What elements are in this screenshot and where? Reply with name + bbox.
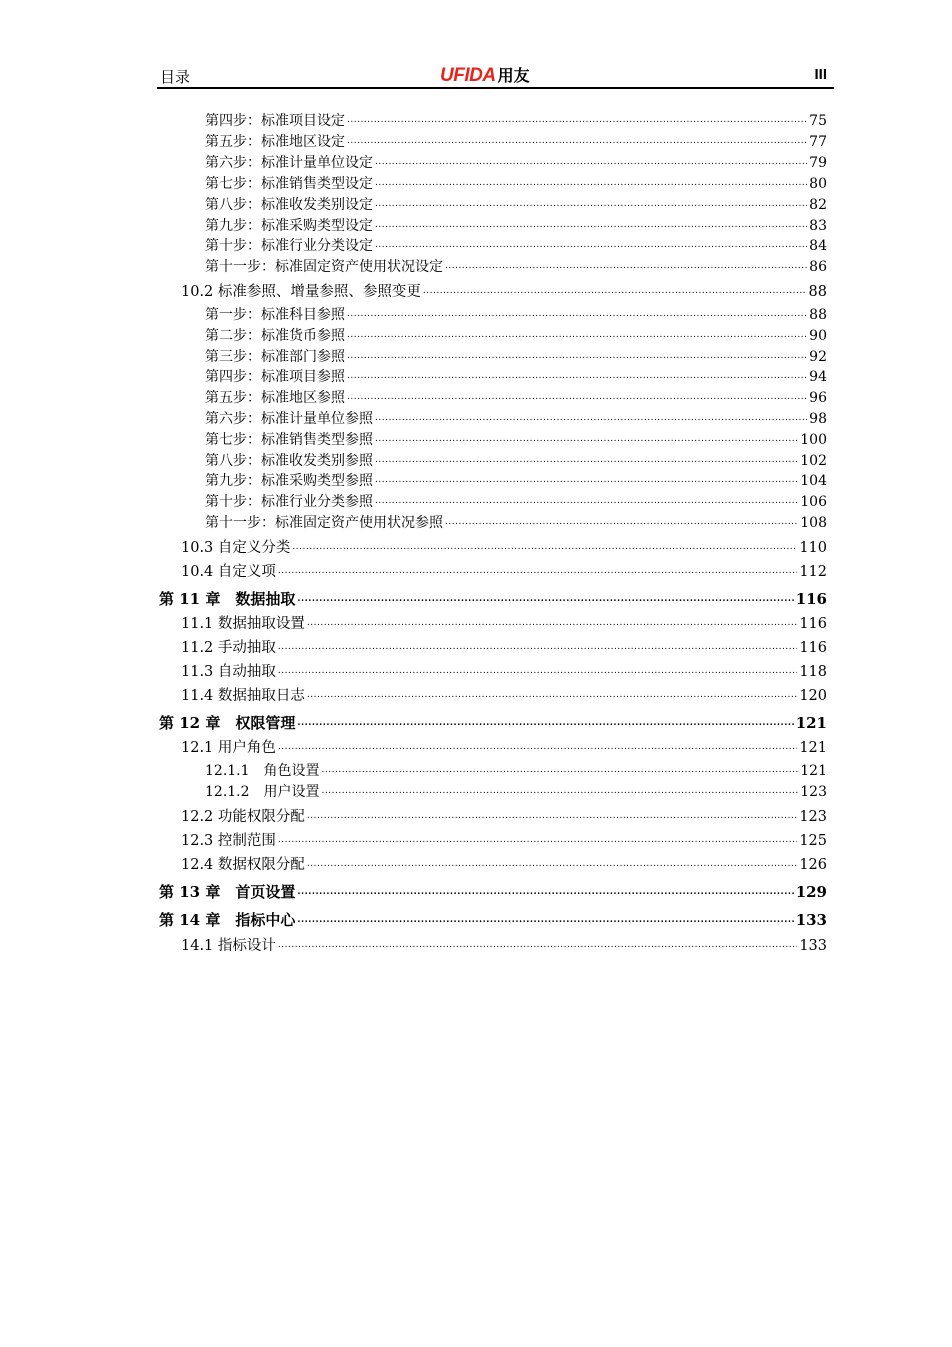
toc-entry[interactable] bbox=[205, 781, 827, 801]
toc-entry-label: 第三步：标准部门参照 bbox=[205, 349, 345, 365]
toc-entry-page: 90 bbox=[809, 328, 827, 344]
toc-leader-dots bbox=[322, 761, 799, 775]
toc-leader-dots bbox=[347, 305, 807, 319]
toc-entry-label: 10.4 自定义项 bbox=[181, 564, 276, 580]
toc-leader-dots bbox=[307, 614, 797, 629]
toc-leader-dots bbox=[375, 236, 807, 250]
toc-entry-page: 82 bbox=[809, 197, 827, 213]
ufida-logo bbox=[440, 63, 530, 87]
toc-entry-page: 75 bbox=[809, 113, 827, 129]
toc-entry-label: 第十步：标准行业分类参照 bbox=[205, 494, 373, 510]
toc-entry-label: 第 11 章 数据抽取 bbox=[159, 590, 296, 608]
toc-entry-page: 133 bbox=[799, 938, 827, 954]
toc-entry-label: 12.2 功能权限分配 bbox=[181, 809, 305, 825]
toc-entry-page: 100 bbox=[800, 432, 827, 448]
toc-entry-page: 106 bbox=[800, 494, 827, 510]
toc-leader-dots bbox=[375, 153, 807, 167]
toc-entry[interactable] bbox=[181, 853, 827, 874]
toc-entry-label: 第五步：标准地区参照 bbox=[205, 390, 345, 406]
toc-leader-dots bbox=[375, 430, 798, 444]
toc-entry-page: 118 bbox=[799, 664, 827, 680]
toc-entry-label: 第四步：标准项目参照 bbox=[205, 369, 345, 385]
toc-leader-dots bbox=[347, 111, 807, 125]
toc-leader-dots bbox=[278, 562, 797, 577]
toc-chapter-entry[interactable] bbox=[159, 588, 827, 609]
toc-entry[interactable] bbox=[181, 660, 827, 681]
toc-entry-label: 第五步：标准地区设定 bbox=[205, 134, 345, 150]
toc-entry[interactable] bbox=[181, 934, 827, 955]
toc-entry-page: 77 bbox=[809, 134, 827, 150]
toc-leader-dots bbox=[278, 738, 797, 753]
toc-leader-dots bbox=[307, 686, 797, 701]
toc-entry[interactable] bbox=[181, 536, 827, 557]
toc-entry[interactable] bbox=[205, 512, 827, 532]
toc-leader-dots bbox=[445, 513, 798, 527]
toc-leader-dots bbox=[423, 282, 807, 297]
toc-entry-page: 125 bbox=[799, 833, 827, 849]
toc-leader-dots bbox=[292, 538, 797, 553]
toc-entry-page: 116 bbox=[795, 590, 827, 608]
toc-entry-label: 11.1 数据抽取设置 bbox=[181, 616, 305, 632]
toc-entry-label: 第 12 章 权限管理 bbox=[159, 714, 296, 732]
toc-entry-page: 79 bbox=[809, 155, 827, 171]
toc-entry-page: 121 bbox=[795, 714, 827, 732]
toc-entry-label: 12.4 数据权限分配 bbox=[181, 857, 305, 873]
toc-leader-dots bbox=[347, 388, 807, 402]
toc-entry-page: 121 bbox=[799, 740, 827, 756]
header-page-number: III bbox=[814, 66, 827, 83]
toc-entry-label: 第七步：标准销售类型参照 bbox=[205, 432, 373, 448]
toc-entry[interactable] bbox=[205, 470, 827, 490]
toc-entry-page: 116 bbox=[799, 616, 827, 632]
toc-leader-dots bbox=[297, 882, 793, 897]
toc-entry-page: 92 bbox=[809, 349, 827, 365]
toc-entry[interactable] bbox=[205, 173, 827, 193]
toc-entry-page: 80 bbox=[809, 176, 827, 192]
toc-entry-page: 98 bbox=[809, 411, 827, 427]
toc-entry-page: 94 bbox=[809, 369, 827, 385]
toc-leader-dots bbox=[307, 807, 797, 822]
toc-entry-page: 86 bbox=[809, 259, 827, 275]
toc-entry-page: 120 bbox=[799, 688, 827, 704]
toc-leader-dots bbox=[278, 662, 797, 677]
toc-entry-label: 10.3 自定义分类 bbox=[181, 540, 291, 556]
toc-entry-label: 第十步：标准行业分类设定 bbox=[205, 238, 373, 254]
toc-entry-label: 第八步：标准收发类别设定 bbox=[205, 197, 373, 213]
toc-entry-label: 12.1.2 用户设置 bbox=[205, 784, 320, 800]
toc-entry-page: 112 bbox=[799, 564, 827, 580]
toc-leader-dots bbox=[278, 638, 797, 653]
toc-entry-label: 12.1.1 角色设置 bbox=[205, 763, 320, 779]
toc-entry[interactable] bbox=[181, 560, 827, 581]
toc-leader-dots bbox=[375, 451, 798, 465]
toc-entry[interactable] bbox=[181, 736, 827, 757]
toc-entry-label: 第一步：标准科目参照 bbox=[205, 307, 345, 323]
toc-entry[interactable] bbox=[205, 346, 827, 366]
toc-entry-label: 第 14 章 指标中心 bbox=[159, 911, 296, 929]
toc-entry-label: 10.2 标准参照、增量参照、参照变更 bbox=[181, 284, 421, 300]
toc-entry-label: 第十一步：标准固定资产使用状况参照 bbox=[205, 515, 443, 531]
toc-entry-page: 88 bbox=[808, 284, 827, 300]
toc-entry-page: 121 bbox=[800, 763, 827, 779]
toc-entry-page: 104 bbox=[800, 473, 827, 489]
toc-leader-dots bbox=[445, 257, 807, 271]
toc-entry[interactable] bbox=[205, 366, 827, 386]
logo-brand-cn: 用友 bbox=[497, 66, 530, 85]
header-divider bbox=[157, 87, 834, 89]
toc-entry-page: 84 bbox=[809, 238, 827, 254]
toc-leader-dots bbox=[375, 409, 807, 423]
toc-entry[interactable] bbox=[205, 450, 827, 470]
toc-entry-label: 11.4 数据抽取日志 bbox=[181, 688, 305, 704]
toc-entry-label: 第九步：标准采购类型参照 bbox=[205, 473, 373, 489]
toc-leader-dots bbox=[347, 347, 807, 361]
toc-entry-label: 第四步：标准项目设定 bbox=[205, 113, 345, 129]
toc-entry[interactable] bbox=[205, 387, 827, 407]
toc-entry-label: 第十一步：标准固定资产使用状况设定 bbox=[205, 259, 443, 275]
toc-leader-dots bbox=[278, 831, 797, 846]
toc-entry[interactable] bbox=[205, 256, 827, 276]
toc-entry[interactable] bbox=[181, 636, 827, 657]
toc-entry[interactable] bbox=[181, 805, 827, 826]
toc-entry-label: 第六步：标准计量单位设定 bbox=[205, 155, 373, 171]
toc-leader-dots bbox=[375, 195, 807, 209]
toc-entry[interactable] bbox=[205, 429, 827, 449]
toc-leader-dots bbox=[375, 174, 807, 188]
toc-entry[interactable] bbox=[205, 760, 827, 780]
toc-entry-label: 11.3 自动抽取 bbox=[181, 664, 276, 680]
toc-entry-page: 108 bbox=[800, 515, 827, 531]
toc-entry-page: 96 bbox=[809, 390, 827, 406]
toc-entry[interactable] bbox=[205, 110, 827, 130]
page-header bbox=[158, 58, 833, 88]
toc-entry-page: 88 bbox=[809, 307, 827, 323]
toc-entry[interactable] bbox=[181, 280, 827, 301]
toc-entry-page: 116 bbox=[799, 640, 827, 656]
toc-chapter-entry[interactable] bbox=[159, 881, 827, 902]
toc-entry-page: 133 bbox=[795, 911, 827, 929]
toc-entry[interactable] bbox=[205, 491, 827, 511]
toc-entry[interactable] bbox=[181, 829, 827, 850]
toc-entry-page: 129 bbox=[795, 883, 827, 901]
toc-entry[interactable] bbox=[205, 215, 827, 235]
toc-leader-dots bbox=[375, 471, 798, 485]
toc-entry-label: 14.1 指标设计 bbox=[181, 938, 276, 954]
toc-entry-label: 第七步：标准销售类型设定 bbox=[205, 176, 373, 192]
toc-entry-label: 12.1 用户角色 bbox=[181, 740, 276, 756]
logo-brand-text: UFIDA bbox=[440, 65, 496, 86]
toc-leader-dots bbox=[297, 713, 793, 728]
toc-entry-label: 第六步：标准计量单位参照 bbox=[205, 411, 373, 427]
toc-leader-dots bbox=[278, 936, 797, 951]
toc-leader-dots bbox=[297, 910, 793, 925]
toc-entry-page: 102 bbox=[800, 453, 827, 469]
header-section-title: 目录 bbox=[160, 68, 191, 86]
toc-leader-dots bbox=[322, 782, 799, 796]
toc-entry[interactable] bbox=[205, 325, 827, 345]
toc-entry-page: 110 bbox=[799, 540, 827, 556]
toc-entry-page: 123 bbox=[800, 784, 827, 800]
toc-leader-dots bbox=[307, 855, 797, 870]
toc-entry[interactable] bbox=[205, 152, 827, 172]
toc-entry[interactable] bbox=[181, 684, 827, 705]
toc-entry[interactable] bbox=[205, 235, 827, 255]
toc-entry-label: 第九步：标准采购类型设定 bbox=[205, 218, 373, 234]
toc-entry-label: 第八步：标准收发类别参照 bbox=[205, 453, 373, 469]
toc-leader-dots bbox=[297, 589, 793, 604]
toc-entry-page: 126 bbox=[799, 857, 827, 873]
toc-entry[interactable] bbox=[181, 612, 827, 633]
toc-entry-label: 第二步：标准货币参照 bbox=[205, 328, 345, 344]
toc-entry[interactable] bbox=[205, 408, 827, 428]
toc-chapter-entry[interactable] bbox=[159, 909, 827, 930]
toc-entry-label: 11.2 手动抽取 bbox=[181, 640, 276, 656]
toc-entry-page: 123 bbox=[799, 809, 827, 825]
toc-leader-dots bbox=[375, 216, 807, 230]
toc-entry[interactable] bbox=[205, 131, 827, 151]
toc-entry[interactable] bbox=[205, 304, 827, 324]
toc-leader-dots bbox=[347, 132, 807, 146]
toc-entry[interactable] bbox=[205, 194, 827, 214]
toc-entry-label: 第 13 章 首页设置 bbox=[159, 883, 296, 901]
toc-chapter-entry[interactable] bbox=[159, 712, 827, 733]
toc-entry-label: 12.3 控制范围 bbox=[181, 833, 276, 849]
toc-leader-dots bbox=[375, 492, 798, 506]
toc-leader-dots bbox=[347, 367, 807, 381]
toc-leader-dots bbox=[347, 326, 807, 340]
toc-entry-page: 83 bbox=[809, 218, 827, 234]
